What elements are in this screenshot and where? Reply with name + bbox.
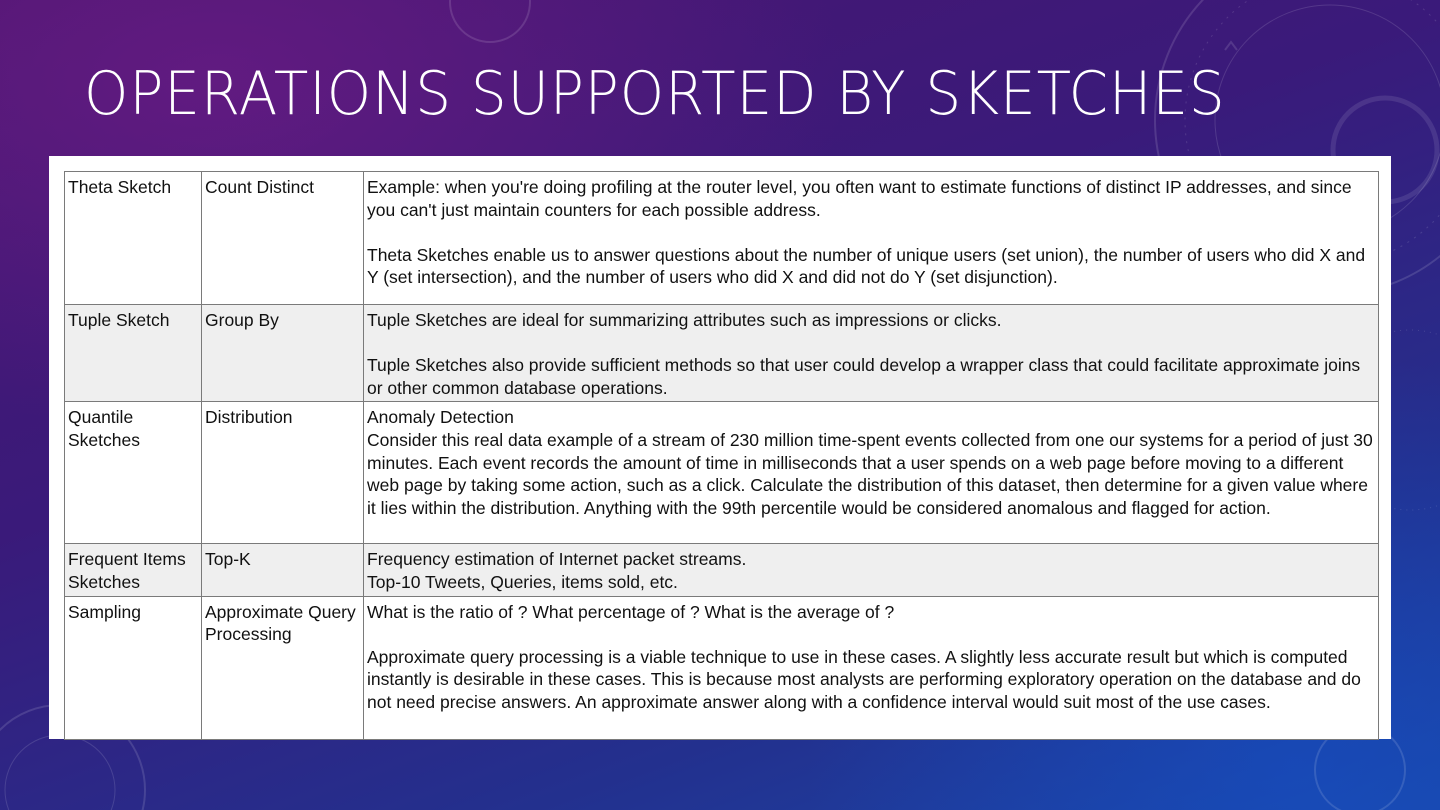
description-cell xyxy=(364,305,1379,402)
table-row xyxy=(65,305,1379,402)
sketch-name-cell: Quantile Sketches xyxy=(65,402,202,544)
sketch-name-cell: Frequent Items Sketches xyxy=(65,544,202,596)
description-text: Top-10 Tweets, Queries, items sold, etc. xyxy=(367,571,678,592)
description-text: Consider this real data example of a stream of 230 million time-spent events collected from one our systems for a period of just 30 minutes. Each event records the amount of time in milliseconds that a user spends on a web page before moving to a different web page by taking some action, such as a click. Calculate the distribution of this dataset, then determine for a given value where it lies within the distribution. Anything with the 99th percentile would be considered anomalous and flagged for action. xyxy=(367,429,1373,518)
description-text: Tuple Sketches are ideal for summarizing attributes such as impressions or clicks. xyxy=(367,310,1002,330)
table-row xyxy=(65,172,1379,305)
description-text: Anomaly Detection xyxy=(367,407,514,428)
table-row xyxy=(65,402,1379,544)
description-text: Tuple Sketches also provide sufficient methods so that user could develop a wrapper class that could facilitate approximate joins or other common database operations. xyxy=(367,355,1361,398)
description-cell xyxy=(364,402,1379,544)
slide-title: OPERATIONS SUPPORTED BY SKETCHES xyxy=(84,59,1226,129)
sketch-operations-table-card xyxy=(49,156,1391,739)
description-cell xyxy=(364,596,1379,739)
sketch-operations-table xyxy=(64,171,1379,740)
operation-cell: Distribution xyxy=(202,402,364,544)
description-text: Example: when you're doing profiling at the router level, you often want to estimate functions of distinct IP addresses, and since you can't just maintain counters for each possible address. xyxy=(367,177,1352,220)
description-cell xyxy=(364,544,1379,596)
table-row xyxy=(65,596,1379,739)
sketch-name-cell: Theta Sketch xyxy=(65,172,202,305)
operation-cell: Group By xyxy=(202,305,364,402)
sketch-name-cell: Sampling xyxy=(65,596,202,739)
table-row xyxy=(65,544,1379,596)
sketch-name-cell: Tuple Sketch xyxy=(65,305,202,402)
operation-cell: Count Distinct xyxy=(202,172,364,305)
description-text: Approximate query processing is a viable technique to use in these cases. A slightly less accurate result but which is computed instantly is desirable in these cases. This is because most analysts are performing exploratory operation on the database and do not need precise answers. An approximate answer along with a confidence interval would suit most of the use cases. xyxy=(367,646,1361,712)
description-text: Frequency estimation of Internet packet streams. xyxy=(367,549,747,570)
description-cell xyxy=(364,172,1379,305)
operation-cell: Approximate Query Processing xyxy=(202,596,364,739)
description-text: Theta Sketches enable us to answer questions about the number of unique users (set union), the number of users who did X and Y (set intersection), and the number of users who did X and did not do Y (set disjunction). xyxy=(367,244,1366,288)
description-text: What is the ratio of ? What percentage of ? What is the average of ? xyxy=(367,601,895,622)
operation-cell: Top-K xyxy=(202,544,364,596)
